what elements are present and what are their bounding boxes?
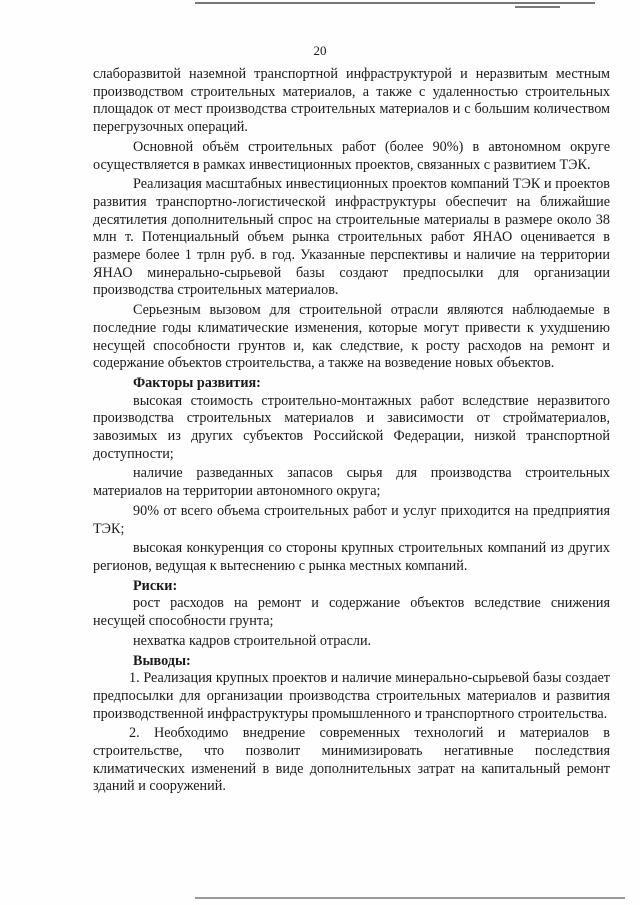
factors-heading: Факторы развития: bbox=[133, 374, 261, 391]
factor-item: 90% от всего объема строительных работ и услуг приходится на предприятия ТЭК; bbox=[93, 502, 610, 537]
paragraph-construction-volume: Основной объём строительных работ (более 90%) в автономном округе осуществляется в рамках инвестиционных проектов, связанных с развитием ТЭК. bbox=[93, 138, 610, 173]
factor-item: наличие разведанных запасов сырья для производства строительных материалов на территории автономного округа; bbox=[93, 465, 610, 500]
risk-item: рост расходов на ремонт и содержание объектов вследствие снижения несущей способности грунта; bbox=[93, 595, 610, 630]
factor-item: высокая стоимость строительно-монтажных работ вследствие неразвитого производства строительных материалов и зависимости от стройматериалов, завозимых из других субъектов Российской Федерации, низкой транспортной доступности; bbox=[93, 392, 610, 462]
conclusions-heading: Выводы: bbox=[133, 652, 191, 669]
conclusion-item: 2. Необходимо внедрение современных технологий и материалов в строительстве, что позволит минимизировать негативные последствия климатических изменений в виде дополнительных затрат на капитальный ремонт зданий и сооружений. bbox=[93, 725, 610, 795]
page-number: 20 bbox=[313, 43, 327, 58]
scan-edge-line-bottom bbox=[195, 897, 625, 899]
risks-heading: Риски: bbox=[133, 577, 178, 594]
paragraph-continuation: слаборазвитой наземной транспортной инфраструктурой и неразвитым местным производством строительных материалов, а также с удаленностью строительных площадок от мест производства строительных материалов и с большим количеством перегрузочных операций. bbox=[93, 66, 610, 136]
factor-item: высокая конкуренция со стороны крупных строительных компаний из других регионов, ведущая к вытеснению с рынка местных компаний. bbox=[93, 540, 610, 574]
scan-edge-line-top bbox=[195, 2, 595, 4]
conclusion-item: 1. Реализация крупных проектов и наличие минерально-сырьевой базы создает предпосылки для организации производства строительных материалов и развития производственной инфраструктуры промышленного и транспортного строительства. bbox=[93, 670, 610, 722]
scan-edge-line-top-right bbox=[515, 6, 560, 8]
paragraph-investment-projects: Реализация масштабных инвестиционных проектов компаний ТЭК и проектов развития транспортно-логистической инфраструктуры обеспечит на ближайшие десятилетия дополнительный спрос на строительные материалы в размере около 38 млн т. Потенциальный объем рынка строительных работ ЯНАО оценивается в размере более 1 трлн руб. в год. Указанные перспективы и наличие на территории ЯНАО минерально-сырьевой базы создают предпосылки для организации производства строительных материалов. bbox=[93, 176, 610, 299]
risk-item: нехватка кадров строительной отрасли. bbox=[133, 632, 372, 649]
paragraph-climate-challenge: Серьезным вызовом для строительной отрасли являются наблюдаемые в последние годы климатические изменения, которые могут привести к ухудшению несущей способности грунтов и, как следствие, к росту расходов на ремонт и содержание объектов строительства, а также на возведение новых объектов. bbox=[93, 302, 610, 372]
document-body bbox=[93, 66, 610, 798]
